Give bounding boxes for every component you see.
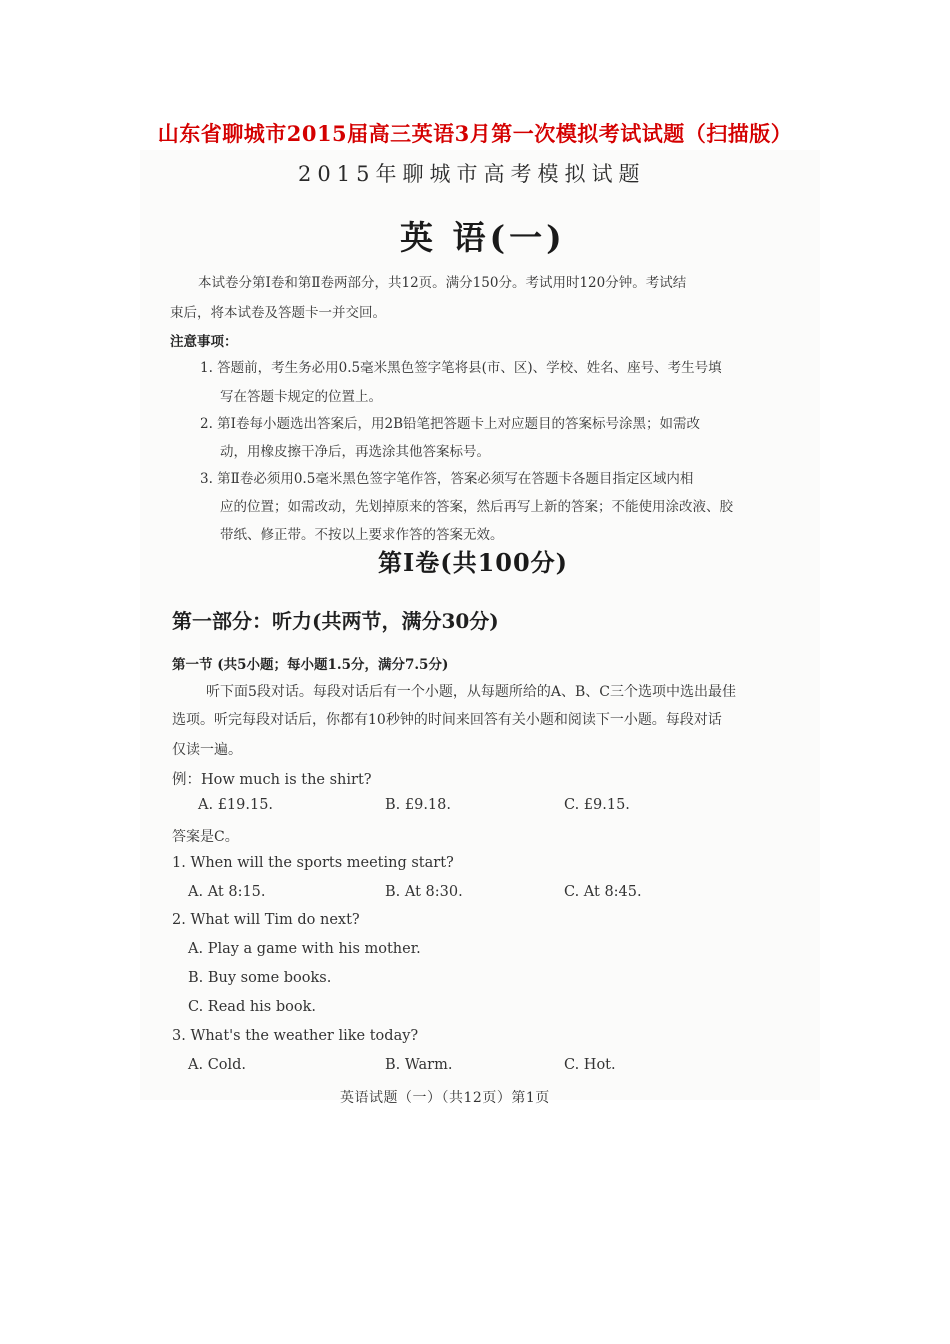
question-1-option-c: C. At 8:45.: [564, 884, 642, 900]
notice-item: 3. 第Ⅱ卷必须用0.5毫米黑色签字笔作答，答案必须写在答题卡各题目指定区域内相: [200, 471, 694, 487]
exam-title: 2015年聊城市高考模拟试题: [298, 162, 646, 186]
page-footer: 英语试题（一）（共12页）第1页: [340, 1090, 550, 1106]
question-1-option-b: B. At 8:30.: [385, 884, 463, 900]
example-question: 例：How much is the shirt?: [172, 772, 372, 788]
notice-item: 动，用橡皮擦干净后，再选涂其他答案标号。: [220, 444, 490, 460]
question-3: 3. What's the weather like today?: [172, 1028, 419, 1044]
example-option-c: C. £9.15.: [564, 797, 630, 813]
intro-line: 本试卷分第Ⅰ卷和第Ⅱ卷两部分，共12页。满分150分。考试用时120分钟。考试结: [198, 275, 687, 291]
intro-line: 束后，将本试卷及答题卡一并交回。: [170, 305, 386, 321]
question-3-option-a: A. Cold.: [188, 1057, 247, 1073]
notice-item: 写在答题卡规定的位置上。: [220, 389, 382, 405]
question-2-option-c: C. Read his book.: [188, 999, 316, 1015]
question-2-option-a: A. Play a game with his mother.: [188, 941, 421, 957]
question-2-option-b: B. Buy some books.: [188, 970, 332, 986]
question-3-option-b: B. Warm.: [385, 1057, 453, 1073]
notice-item: 2. 第Ⅰ卷每小题选出答案后，用2B铅笔把答题卡上对应题目的答案标号涂黑；如需改: [200, 416, 701, 432]
notice-item: 带纸、修正带。不按以上要求作答的答案无效。: [220, 527, 504, 543]
example-option-a: A. £19.15.: [198, 797, 274, 813]
part-title: 第一部分：听力(共两节，满分30分): [172, 609, 499, 633]
question-3-option-c: C. Hot.: [564, 1057, 616, 1073]
notice-item: 应的位置；如需改动，先划掉原来的答案，然后再写上新的答案；不能使用涂改液、胶: [220, 499, 733, 515]
instructions-line: 仅读一遍。: [172, 742, 242, 758]
question-2: 2. What will Tim do next?: [172, 912, 360, 928]
notice-title: 注意事项：: [170, 334, 238, 350]
document-header: 山东省聊城市2015届高三英语3月第一次模拟考试试题（扫描版）: [157, 121, 793, 146]
instructions-line: 听下面5段对话。每段对话后有一个小题，从每题所给的A、B、C三个选项中选出最佳: [206, 684, 737, 700]
notice-item: 1. 答题前，考生务必用0.5毫米黑色签字笔将县(市、区)、学校、姓名、座号、考生号填: [200, 360, 722, 376]
instructions-line: 选项。听完每段对话后，你都有10秒钟的时间来回答有关小题和阅读下一小题。每段对话: [172, 712, 722, 728]
example-option-b: B. £9.18.: [385, 797, 451, 813]
example-answer: 答案是C。: [172, 829, 239, 845]
subject-title: 英 语(一): [400, 218, 566, 257]
question-1-option-a: A. At 8:15.: [188, 884, 266, 900]
question-1: 1. When will the sports meeting start?: [172, 855, 454, 871]
volume-title: 第Ⅰ卷(共100分): [378, 548, 569, 577]
section-title: 第一节 (共5小题；每小题1.5分，满分7.5分): [172, 657, 449, 673]
